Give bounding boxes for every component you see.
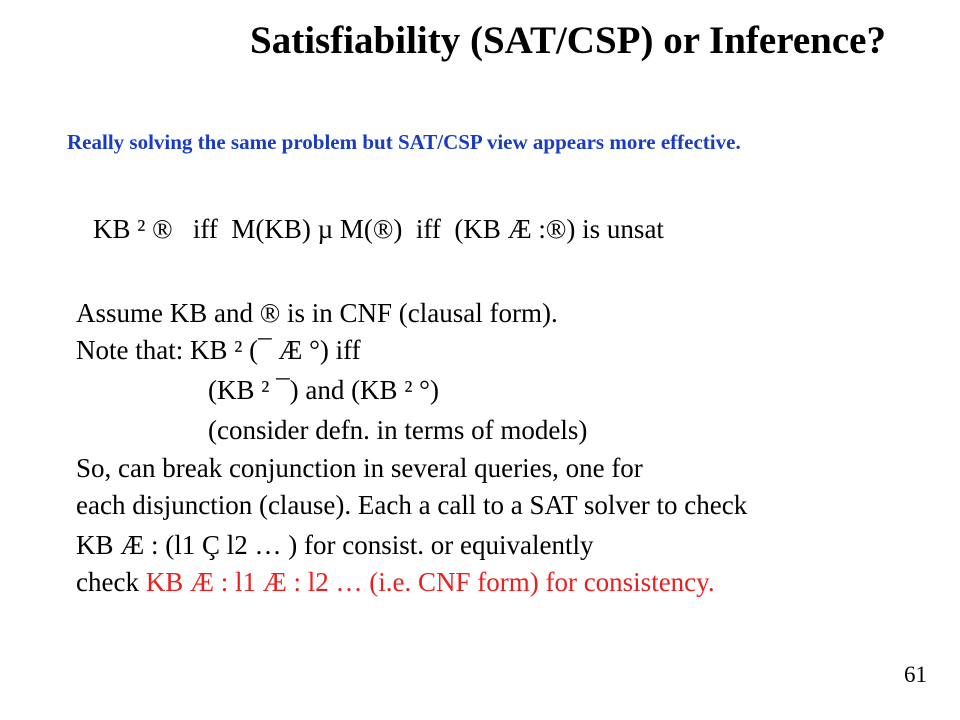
slide-subtitle: Really solving the same problem but SAT/CSP view appears more effective. [67,130,741,154]
body-line-1: Assume KB and ® is in CNF (clausal form). [76,298,558,328]
cnf-consistency-check: KB Æ : l1 Æ : l2 … (i.e. CNF form) for consistency. [145,567,715,597]
body-line-7: KB Æ : (l1 Ç l2 … ) for consist. or equivalently [76,530,594,560]
slide-title: Satisfiability (SAT/CSP) or Inference? [250,19,886,62]
body-line-5: So, can break conjunction in several queries, one for [76,453,643,483]
body-line-3: (KB ² ¯) and (KB ² °) [208,375,439,405]
body-line-6: each disjunction (clause). Each a call to a SAT solver to check [76,490,748,520]
entailment-statement: KB ² ® iff M(KB) µ M(®) iff (KB Æ :®) is unsat [93,214,664,244]
body-line-2: Note that: KB ² (¯ Æ °) iff [76,335,361,365]
page-number: 61 [904,662,927,687]
body-line-8-prefix: check [76,567,146,597]
body-line-8 [76,567,715,598]
body-line-4: (consider defn. in terms of models) [208,415,588,445]
